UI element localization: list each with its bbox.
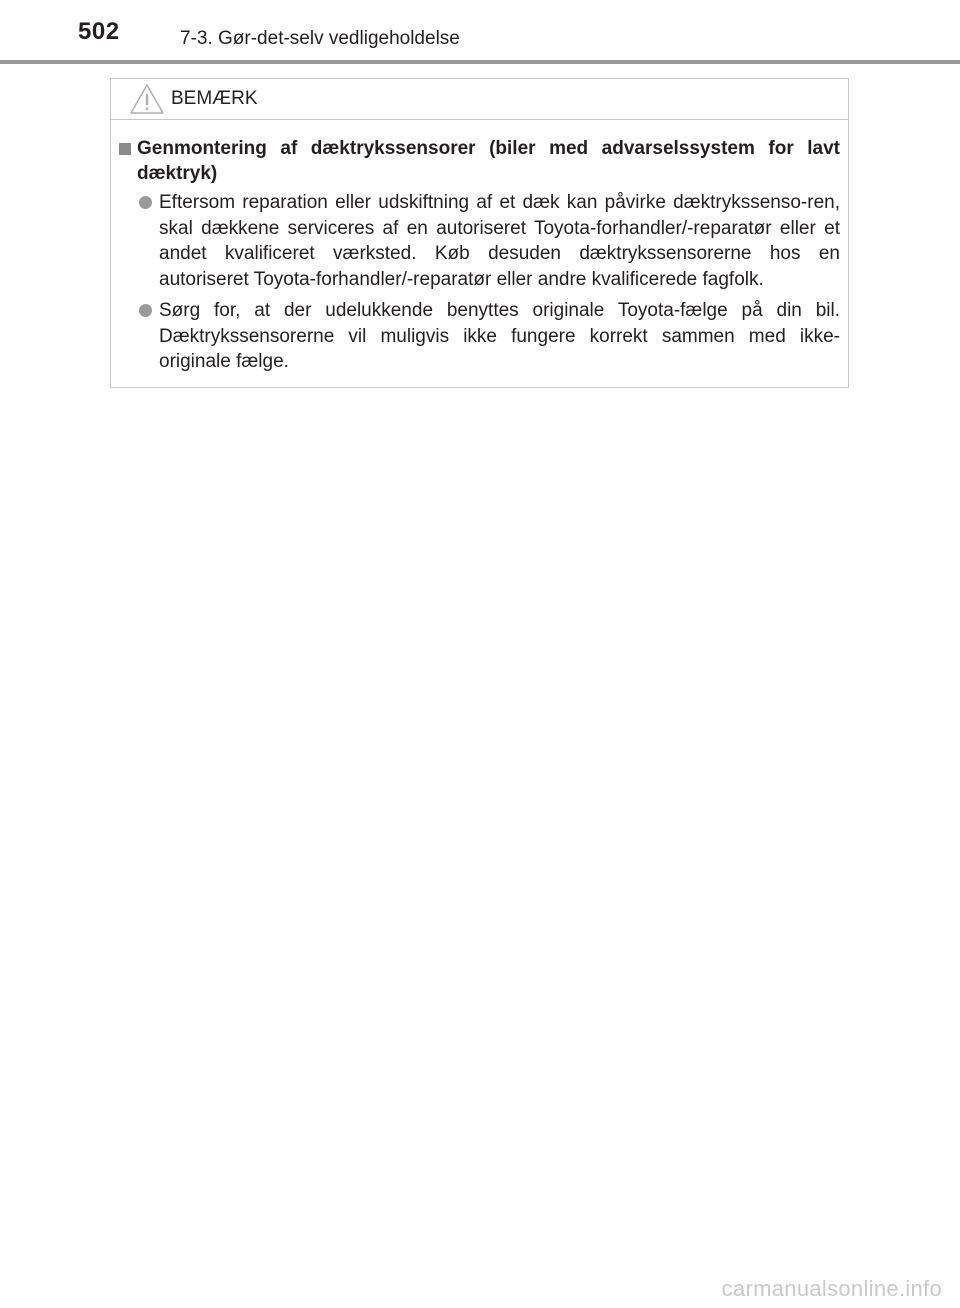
- warning-triangle-icon: [129, 83, 165, 115]
- section-title: 7-3. Gør-det-selv vedligeholdelse: [180, 28, 460, 49]
- bullet-icon: [139, 196, 152, 209]
- notice-title: BEMÆRK: [171, 88, 258, 109]
- list-item-text: Sørg for, at der udelukkende benyttes originale Toyota-fælge på din bil. Dæktrykssensorerne vil muligvis ikke fungere korrekt sammen med ikke-originale fælge.: [159, 300, 840, 372]
- notice-heading-row: [119, 136, 840, 186]
- notice-header: [111, 79, 848, 120]
- square-bullet-icon: [119, 143, 131, 155]
- watermark: carmanualsonline.info: [721, 1276, 942, 1301]
- list-item-text: Eftersom reparation eller udskiftning af et dæk kan påvirke dæktrykssenso-ren, skal dækkene serviceres af en autoriseret Toyota-forhandler/-reparatør eller et andet kvalificeret værksted. Køb desuden dæktrykssensorerne hos en autoriseret Toyota-forhandler/-reparatør eller andre kvalificerede fagfolk.: [159, 192, 840, 290]
- notice-heading: Genmontering af dæktrykssensorer (biler med advarselssystem for lavt dæktryk): [137, 138, 840, 184]
- notice-box: [110, 78, 849, 388]
- list-item: [139, 298, 840, 375]
- header-divider: [0, 60, 960, 64]
- list-item: [139, 190, 840, 292]
- notice-body: [111, 120, 848, 375]
- page-number: 502: [78, 18, 120, 45]
- bullet-icon: [139, 304, 152, 317]
